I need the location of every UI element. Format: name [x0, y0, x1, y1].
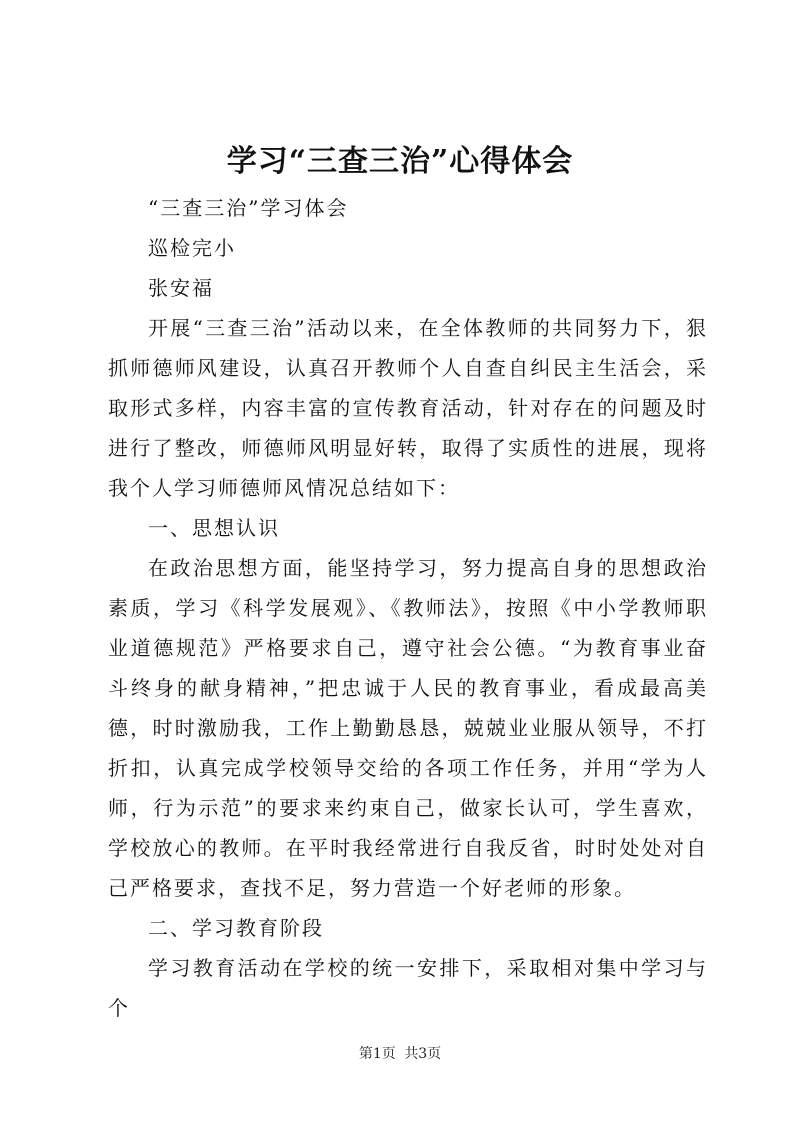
document-body	[108, 188, 708, 1028]
section-2-paragraph: 学习教育活动在学校的统一安排下，采取相对集中学习与个	[108, 956, 708, 1020]
document-title: 学习“三查三治”心得体会	[226, 144, 574, 179]
page-number: 第1页	[358, 1046, 396, 1062]
subtitle-paragraph: “三查三治”学习体会	[148, 196, 349, 220]
page-total: 共3页	[404, 1046, 442, 1062]
section-heading-1: 一、思想认识	[148, 516, 280, 540]
intro-paragraph: 开展“三查三治”活动以来，在全体教师的共同努力下，狠抓师德师风建设，认真召开教师个人自查自纠民主生活会，采取形式多样，内容丰富的宣传教育活动，针对存在的问题及时进行了整改，师德师风明显好转，取得了实质性的进展，现将我个人学习师德师风情况总结如下：	[108, 316, 708, 500]
school-name-paragraph: 巡检完小	[148, 236, 236, 260]
section-1-paragraph: 在政治思想方面，能坚持学习，努力提高自身的思想政治素质，学习《科学发展观》、《教师法》，按照《中小学教师职业道德规范》严格要求自己，遵守社会公德。“为教育事业奋斗终身的献身精神，”把忠诚于人民的教育事业，看成最高美德，时时激励我，工作上勤勤恳恳，兢兢业业服从领导，不打折扣，认真完成学校领导交给的各项工作任务，并用“学为人师，行为示范”的要求来约束自己，做家长认可，学生喜欢，学校放心的教师。在平时我经常进行自我反省，时时处处对自己严格要求，查找不足，努力营造一个好老师的形象。	[108, 556, 708, 900]
page-footer	[0, 1044, 800, 1064]
section-heading-2: 二、学习教育阶段	[148, 916, 324, 940]
author-name-paragraph: 张安福	[148, 276, 214, 300]
